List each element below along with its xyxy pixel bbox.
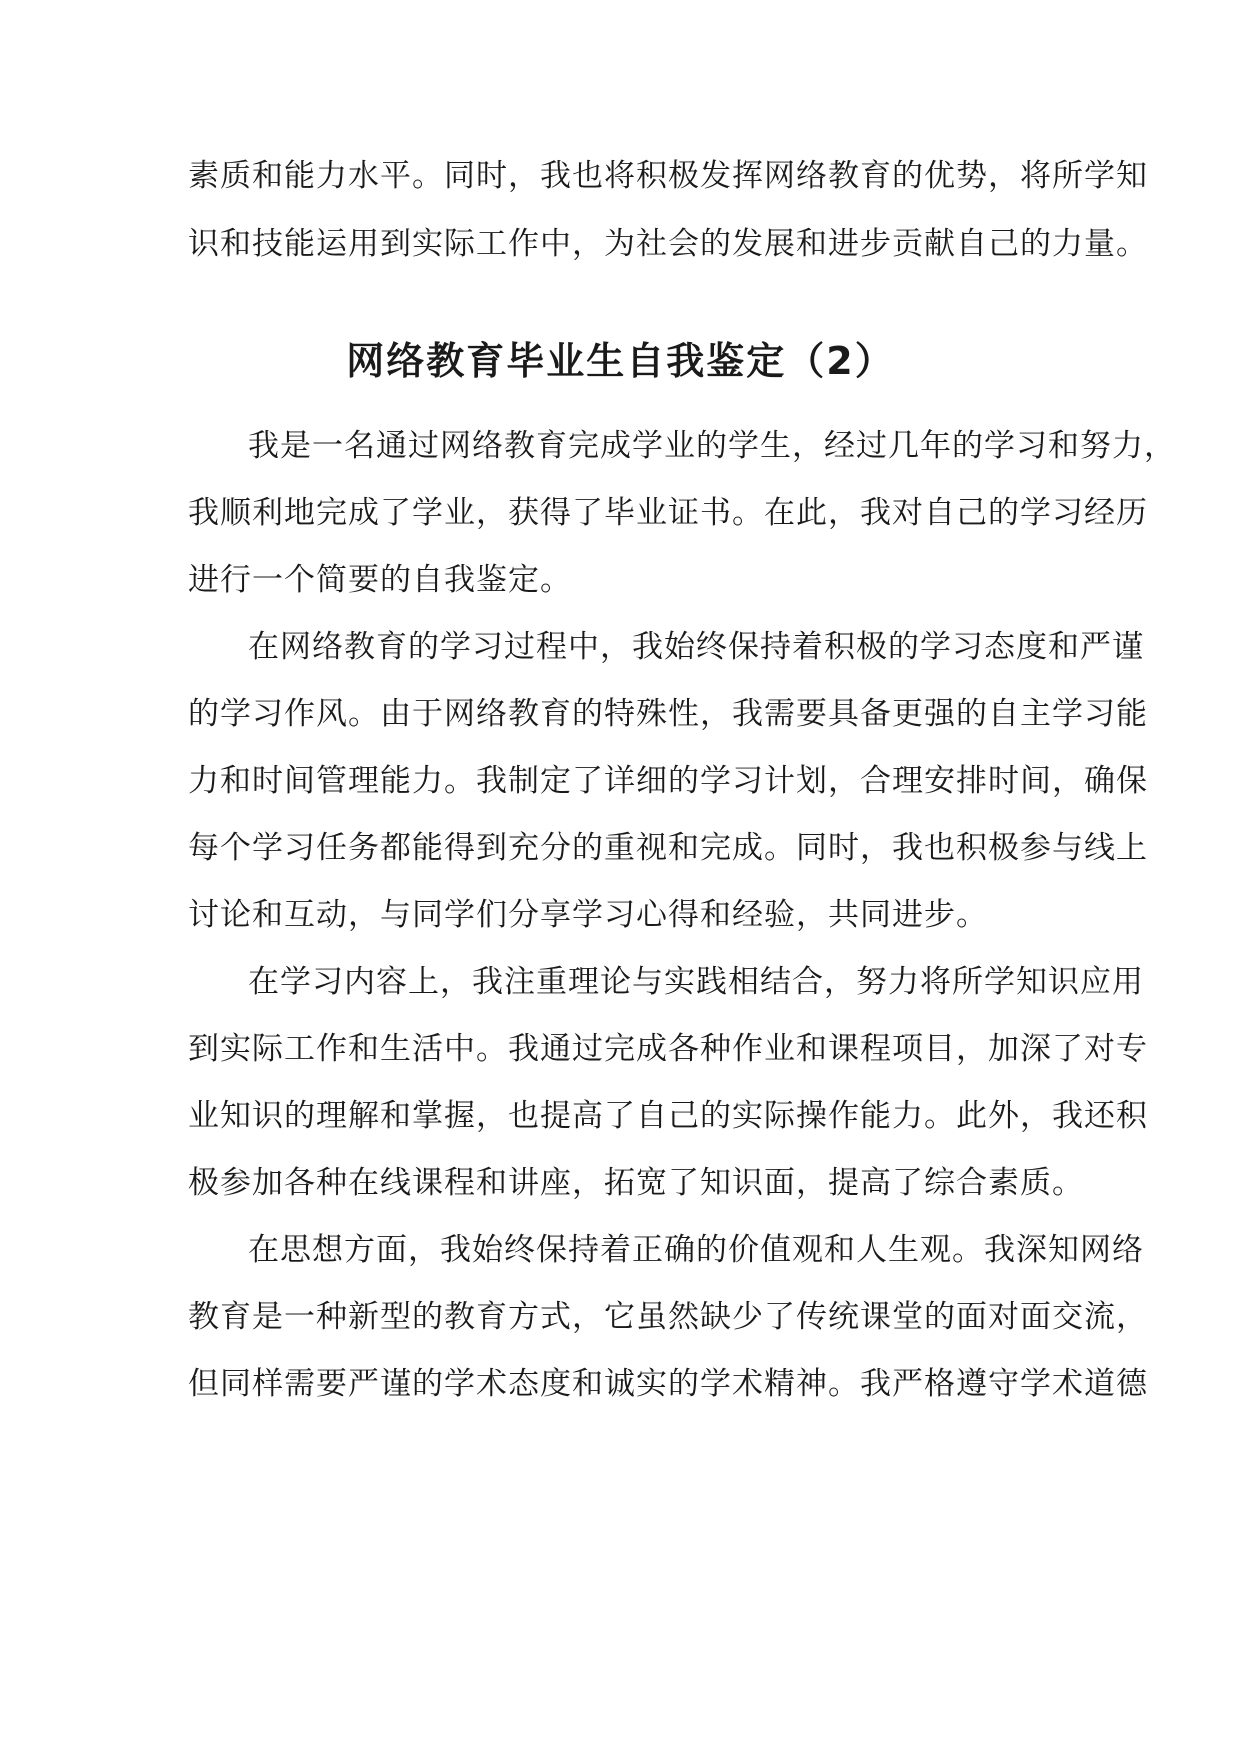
paragraph-line: 到实际工作和生活中。我通过完成各种作业和课程项目，加深了对专 — [188, 1031, 1148, 1067]
paragraph-line: 讨论和互动，与同学们分享学习心得和经验，共同进步。 — [188, 897, 988, 933]
paragraph-line: 极参加各种在线课程和讲座，拓宽了知识面，提高了综合素质。 — [188, 1165, 1084, 1201]
paragraph-line: 在学习内容上，我注重理论与实践相结合，努力将所学知识应用 — [248, 964, 1144, 1000]
paragraph-line: 但同样需要严谨的学术态度和诚实的学术精神。我严格遵守学术道德 — [188, 1366, 1148, 1402]
section-title: 网络教育毕业生自我鉴定（2） — [346, 339, 895, 383]
paragraph-line: 在思想方面，我始终保持着正确的价值观和人生观。我深知网络 — [248, 1232, 1144, 1268]
paragraph-line: 我顺利地完成了学业，获得了毕业证书。在此，我对自己的学习经历 — [188, 495, 1148, 531]
paragraph-line: 在网络教育的学习过程中，我始终保持着积极的学习态度和严谨 — [248, 629, 1144, 665]
paragraph-line: 教育是一种新型的教育方式，它虽然缺少了传统课堂的面对面交流， — [188, 1299, 1148, 1335]
paragraph-line: 的学习作风。由于网络教育的特殊性，我需要具备更强的自主学习能 — [188, 696, 1148, 732]
paragraph-line: 业知识的理解和掌握，也提高了自己的实际操作能力。此外，我还积 — [188, 1098, 1148, 1134]
paragraph-line: 力和时间管理能力。我制定了详细的学习计划，合理安排时间，确保 — [188, 763, 1148, 799]
intro-line: 识和技能运用到实际工作中，为社会的发展和进步贡献自己的力量。 — [188, 226, 1148, 262]
intro-line: 素质和能力水平。同时，我也将积极发挥网络教育的优势，将所学知 — [188, 158, 1148, 194]
paragraph-line: 进行一个简要的自我鉴定。 — [188, 562, 572, 598]
paragraph-line: 每个学习任务都能得到充分的重视和完成。同时，我也积极参与线上 — [188, 830, 1148, 866]
paragraph-line: 我是一名通过网络教育完成学业的学生，经过几年的学习和努力， — [248, 428, 1176, 464]
